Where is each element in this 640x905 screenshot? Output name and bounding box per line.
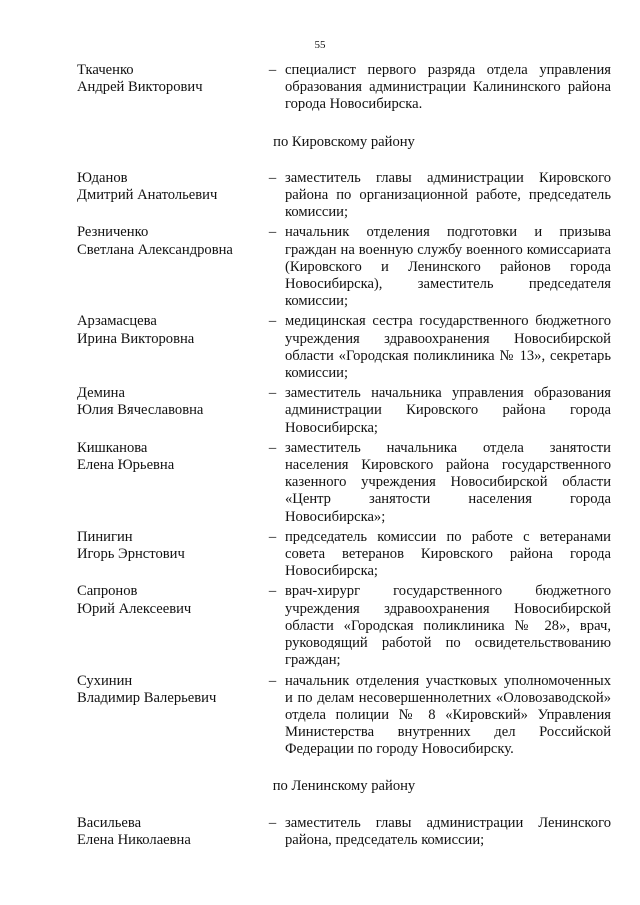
member-position: заместитель начальника отдела занятости населения Кировского района государственного казенного учреждения Новосибирской области «Центр занятости населения города Новосибирска»;	[285, 439, 611, 525]
member-surname: Демина	[77, 385, 125, 402]
dash-separator: –	[268, 439, 277, 456]
member-name	[77, 673, 260, 707]
member-entry	[77, 170, 611, 222]
member-name	[77, 224, 260, 258]
member-entry	[77, 583, 611, 669]
dash-separator: –	[268, 224, 277, 241]
member-position: заместитель главы администрации Кировского района по организационной работе, председатель комиссии;	[285, 169, 611, 221]
member-entry	[77, 529, 611, 581]
member-name	[77, 440, 260, 474]
dash-separator: –	[268, 385, 277, 402]
member-position: врач-хирург государственного бюджетного учреждения здравоохранения Новосибирской области «Городская поликлиника № 28», врач, руководящий работой по освидетельствованию граждан;	[285, 583, 611, 669]
member-name	[77, 62, 260, 96]
section-heading-kirovsky: по Кировскому району	[273, 133, 415, 150]
member-given-names: Юрий Алексеевич	[77, 600, 192, 617]
member-given-names: Ирина Викторовна	[77, 330, 195, 347]
dash-separator: –	[268, 583, 277, 600]
member-name	[77, 313, 260, 347]
member-entry	[77, 815, 611, 849]
member-name	[77, 815, 260, 849]
member-position: специалист первого разряда отдела управления образования администрации Калининского района города Новосибирска.	[285, 62, 611, 113]
member-name	[77, 385, 260, 419]
member-entry	[77, 224, 611, 310]
member-surname: Сапронов	[77, 583, 138, 600]
member-position: медицинская сестра государственного бюджетного учреждения здравоохранения Новосибирской области «Городская поликлиника № 13», секретарь комиссии;	[285, 313, 611, 382]
member-surname: Ткаченко	[77, 62, 134, 78]
page-number: 55	[314, 39, 326, 51]
member-name	[77, 170, 260, 204]
commission-list	[77, 62, 611, 852]
member-surname: Сухинин	[77, 672, 133, 689]
member-given-names: Дмитрий Анатольевич	[77, 187, 218, 204]
dash-separator: –	[268, 528, 277, 545]
member-given-names: Юлия Вячеславовна	[77, 402, 204, 419]
member-position: начальник отделения подготовки и призыва граждан на военную службу военного комиссариата (Кировского и Ленинского районов города Новосибирска), заместитель председателя комиссии;	[285, 224, 611, 310]
member-position: заместитель главы администрации Ленинского района, председатель комиссии;	[285, 814, 611, 848]
member-position: председатель комиссии по работе с ветеранами совета ветеранов Кировского района города Новосибирска;	[285, 528, 611, 580]
member-name	[77, 529, 260, 563]
member-surname: Резниченко	[77, 224, 149, 241]
member-name	[77, 583, 260, 617]
member-position: начальник отделения участковых уполномоченных и по делам несовершеннолетних «Оловозаводской» отдела полиции № 8 «Кировский» Управления Министерства внутренних дел Российской Федерации по городу Новосибирску.	[285, 672, 611, 758]
member-given-names: Елена Николаевна	[77, 831, 191, 848]
member-entry	[77, 62, 611, 114]
member-position: заместитель начальника управления образования администрации Кировского района города Новосибирска;	[285, 385, 611, 436]
dash-separator: –	[268, 672, 277, 689]
member-entry	[77, 440, 611, 526]
member-entry	[77, 313, 611, 382]
member-given-names: Елена Юрьевна	[77, 457, 175, 474]
member-surname: Пинигин	[77, 528, 133, 545]
member-surname: Васильева	[77, 814, 142, 831]
member-given-names: Светлана Александровна	[77, 241, 233, 258]
member-surname: Кишканова	[77, 439, 148, 456]
member-entry	[77, 673, 611, 759]
member-surname: Арзамасцева	[77, 313, 157, 330]
member-entry	[77, 385, 611, 437]
member-surname: Юданов	[77, 169, 128, 186]
dash-separator: –	[268, 62, 277, 78]
member-given-names: Андрей Викторович	[77, 79, 203, 96]
dash-separator: –	[268, 169, 277, 186]
member-given-names: Игорь Эрнстович	[77, 546, 185, 563]
section-heading-leninsky: по Ленинскому району	[272, 777, 416, 794]
member-given-names: Владимир Валерьевич	[77, 689, 217, 706]
dash-separator: –	[268, 313, 277, 330]
dash-separator: –	[268, 814, 277, 831]
